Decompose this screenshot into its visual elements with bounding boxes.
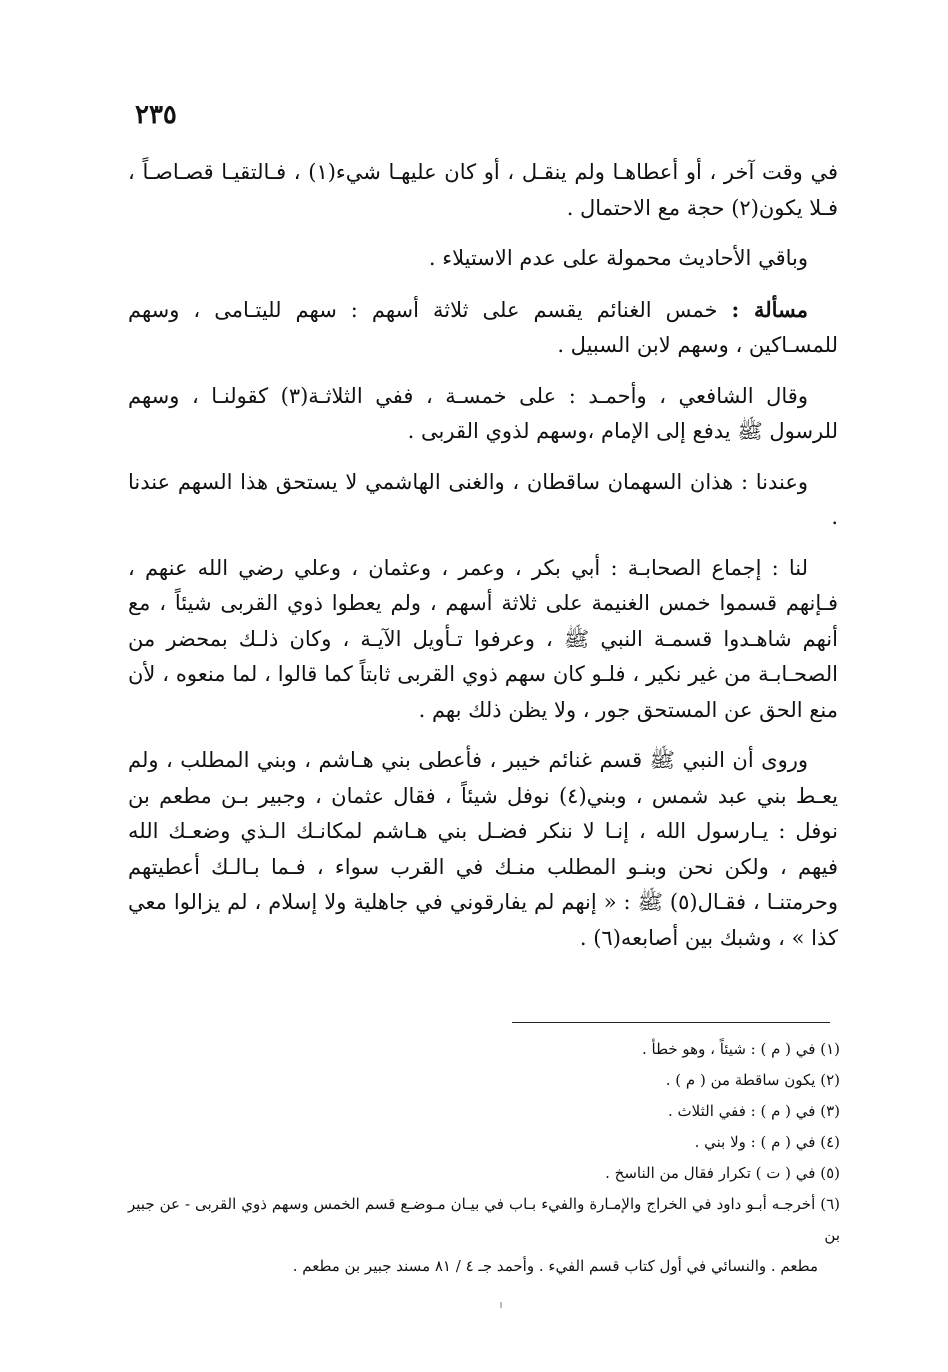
paragraph-3 — [128, 292, 838, 364]
footnote-divider — [512, 1022, 830, 1023]
footnotes — [128, 1034, 840, 1282]
paragraph-6: لنا : إجماع الصحابـة : أبي بكر ، وعمر ، وعثمان ، وعلي رضي الله عنهم ، فـإنهم قسموا خمس الغنيمة على ثلاثة أسهم ، ولم يعطوا ذوي القربى شيئاً ، مع أنهم شاهـدوا قسمـة النبي ﷺ ، وعرفوا تـأويل الآيـة ، وكان ذلـك بمحضر من الصحـابـة من غير نكير ، فلـو كان سهم ذوي القربى ثابتاً كما قالوا ، لما منعوه ، لأن منع الحق عن المستحق جور ، ولا يظن ذلك بهم . — [128, 555, 838, 722]
scan-mark — [500, 1302, 502, 1308]
footnote-6: (٦) أخرجـه أبـو داود في الخراج والإمـارة والفيء بـاب في بيـان مـوضـع قسم الخمس وسهم ذوي القربى - عن جبير بن — [128, 1195, 840, 1244]
paragraph-2: وباقي الأحاديث محمولة على عدم الاستيلاء . — [428, 246, 808, 270]
footnote-6-continued: مطعم . والنسائي في أول كتاب قسم الفيء . وأحمد جـ ٤ / ٨١ مسند جبير بن مطعم . — [292, 1257, 818, 1275]
main-text — [128, 155, 838, 971]
paragraph-4: وقال الشافعي ، وأحمـد : على خمسـة ، ففي الثلاثـة(٣) كقولنـا ، وسهم للرسول ﷺ يدفع إلى الإمام ،وسهم لذوي القربى . — [128, 383, 838, 443]
paragraph-7: وروى أن النبي ﷺ قسم غنائم خيبر ، فأعطى بني هـاشم ، وبني المطلب ، ولم يعـط بني عبد شمس ، وبني(٤) نوفل شيئاً ، فقال عثمان ، وجبير بـن مطعم بن نوفل : يـارسول الله ، إنـا لا ننكر فضـل بني هـاشم لمكانـك الـذي وضعـك الله فيهم ، ولكن نحن وبنـو المطلب منـك في القرب سواء ، فـما بـالـك أعطيتهم وحرمتنـا ، فقـال(٥) ﷺ : « إنهم لم يفارقوني في جاهلية ولا إسلام ، لم يزالوا معي كذا » ، وشبك بين أصابعه(٦) . — [128, 748, 838, 950]
footnote-3: (٣) في ( م ) : ففي الثلاث . — [667, 1102, 840, 1120]
paragraph-3-text: خمس الغنائم يقسم على ثلاثة أسهم : سهم لليتـامى ، وسهم للمسـاكين ، وسهم لابن السبيل . — [128, 297, 838, 357]
footnote-2: (٢) يكون ساقطة من ( م ) . — [665, 1071, 840, 1089]
footnote-1: (١) في ( م ) : شيئاً ، وهو خطأ . — [641, 1040, 840, 1058]
page-number: ٢٣٥ — [135, 100, 177, 130]
footnote-4: (٤) في ( م ) : ولا بني . — [694, 1133, 840, 1151]
footnote-5: (٥) في ( ت ) تكرار فقال من الناسخ . — [605, 1164, 840, 1182]
masala-label: مسألة : — [731, 296, 808, 322]
paragraph-5: وعندنا : هذان السهمان ساقطان ، والغنى الهاشمي لا يستحق هذا السهم عندنا . — [128, 469, 838, 529]
paragraph-1: في وقت آخر ، أو أعطاهـا ولم ينقـل ، أو كان عليهـا شيء(١) ، فـالتقيـا قصـاصـاً ، فـلا يكون(٢) حجة مع الاحتمال . — [128, 160, 838, 220]
